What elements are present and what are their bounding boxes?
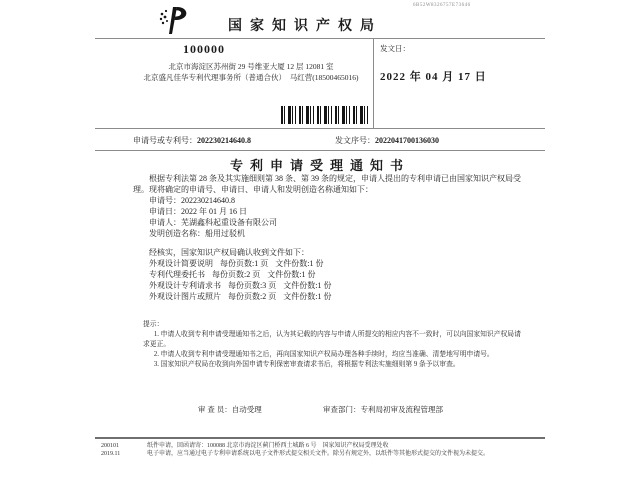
field-label: 申请人： [149, 218, 181, 227]
footer-paper-line: 纸件申请，回函请寄：100088 北京市海淀区蓟门桥西土城路 6 号 国家知识产权局受理处收 [147, 443, 389, 449]
field-label: 申请日： [149, 207, 181, 216]
department-line [323, 404, 443, 415]
doc-copies: 文件份数:1 份 [275, 259, 324, 268]
doc-pages: 每份页数:2 页 [212, 270, 261, 279]
receipt-intro: 经核实，国家知识产权局确认收到文件如下： [149, 248, 309, 257]
note-item-3: 3. 国家知识产权局在收到向外国申请专利保密审查请求书后，将根据专利法实施细则第 9 条予以审查。 [153, 361, 460, 368]
footer [101, 442, 545, 458]
recipient-address-line: 北京市海淀区苏州街 29 号维亚大厦 12 层 12081 室 [168, 62, 334, 71]
address-block-divider [95, 128, 545, 129]
footer-divider [95, 437, 545, 439]
form-revision: 2019.11 [101, 451, 121, 457]
dispatch-date-label: 发文日： [380, 44, 410, 53]
dispatch-serial-label: 发文序号： [335, 136, 375, 145]
note-item-2: 2. 申请人收到专利申请受理通知书之后，再向国家知识产权局办理各种手续时，均应当准确、清楚地写明申请号。 [153, 351, 494, 358]
doc-name: 外观设计专利请求书 [149, 281, 221, 290]
doc-pages: 每份页数:2 页 [228, 292, 277, 301]
dispatch-box-divider [373, 38, 374, 128]
dispatch-serial-line [335, 135, 439, 146]
examiner-line [198, 404, 262, 415]
field-value: 2022 年 01 月 16 日 [181, 207, 247, 216]
notice-body [133, 173, 521, 302]
barcode [281, 106, 370, 124]
field-application-number [133, 195, 521, 206]
intro-paragraph: 根据专利法第 28 条及其实施细则第 38 条、第 39 条的规定，申请人提出的专利申请已由国家知识产权局受理。现将确定的申请号、申请日、申请人和发明创造名称通知如下： [133, 174, 521, 194]
doc-copies: 文件份数:1 份 [283, 292, 332, 301]
form-code: 200101 [101, 443, 119, 449]
examiner-label: 审 查 员： [198, 405, 232, 414]
received-doc-row [133, 280, 521, 291]
doc-pages: 每份页数:3 页 [228, 281, 277, 290]
dispatch-date-value: 2022 年 04 月 17 日 [380, 71, 487, 83]
doc-name: 外观设计图片或照片 [149, 292, 221, 301]
recipient-address [133, 61, 369, 83]
scan-serial-number: 6B52W8326757E73646 [413, 3, 471, 8]
field-value: 202230214640.8 [181, 196, 235, 205]
examiner-value: 自动受理 [231, 405, 262, 414]
dispatch-serial-value: 2022041700136030 [375, 136, 439, 145]
form-codes [101, 442, 147, 458]
doc-copies: 文件份数:1 份 [283, 281, 332, 290]
notes-section [143, 320, 525, 370]
received-doc-row [133, 269, 521, 280]
field-filing-date [133, 206, 521, 217]
field-value: 船用过驳机 [205, 229, 245, 238]
doc-name: 专利代理委托书 [149, 270, 205, 279]
doc-name: 外观设计简要说明 [149, 259, 213, 268]
department-value: 专利局初审及流程管理部 [360, 405, 443, 414]
note-item-1: 1. 申请人收到专利申请受理通知书之后，认为其记载的内容与申请人所提交的相应内容不一致时，可以向国家知识产权局请求更正。 [143, 331, 521, 348]
field-value: 芜湖鑫科起重设备有限公司 [181, 218, 277, 227]
received-doc-row [133, 291, 521, 302]
application-number-label: 申请号或专利号： [133, 136, 197, 145]
doc-pages: 每份页数:1 页 [220, 259, 269, 268]
field-label: 申请号： [149, 196, 181, 205]
recipient-postal-code: 100000 [183, 42, 225, 56]
field-label: 发明创造名称： [149, 229, 205, 238]
reference-line-divider [95, 150, 545, 151]
application-number-value: 202230214640.8 [197, 136, 251, 145]
field-applicant [133, 217, 521, 228]
field-invention-title [133, 228, 521, 239]
agency-title: 国家知识产权局 [228, 19, 382, 34]
department-label: 审查部门： [323, 405, 361, 414]
footer-instructions [147, 442, 545, 458]
notes-label: 提示： [143, 321, 164, 328]
doc-copies: 文件份数:1 份 [267, 270, 316, 279]
notice-title: 专利申请受理通知书 [229, 158, 410, 173]
header-divider [95, 38, 545, 39]
application-number-line [133, 135, 251, 146]
footer-electronic-line: 电子申请，应当通过电子专利申请系统以电子文件形式提交相关文件。除另有规定外，以纸件等其他形式提交的文件视为未提交。 [147, 451, 490, 457]
received-doc-row [133, 258, 521, 269]
recipient-agent-line: 北京盛凡佳华专利代理事务所（普通合伙） 马红营(18500465016) [143, 73, 359, 82]
